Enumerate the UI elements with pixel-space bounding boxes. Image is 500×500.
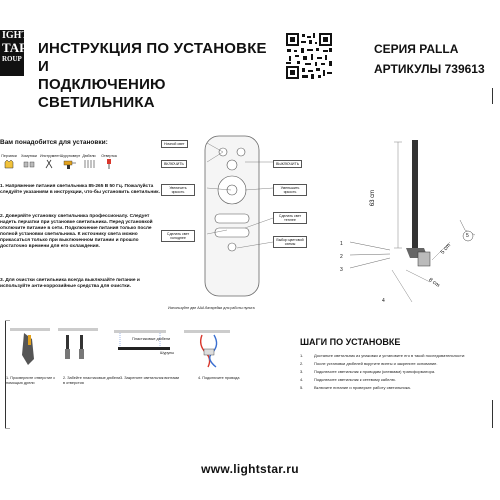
install-caption-2: 2. Забейте пластиковые дюбели в отверстия <box>63 376 121 385</box>
series-label: СЕРИЯ PALLA <box>374 42 459 56</box>
brand-logo: IGHT TAR ROUP <box>0 30 24 76</box>
footer-url[interactable]: www.lightstar.ru <box>201 462 299 476</box>
lamp-diagram <box>320 130 500 320</box>
page-title: ИНСТРУКЦИЯ ПО УСТАНОВКЕ И ПОДКЛЮЧЕНИЮ СВЕТИЛЬНИКА <box>38 40 267 111</box>
remote-leader-lines <box>185 140 275 250</box>
remote-battery-note: Используйте две AAA батарейки для работы пульта <box>168 306 255 310</box>
left-border-top <box>5 320 10 321</box>
drill-icon <box>62 159 76 169</box>
dim-depth: 5 cm <box>439 242 453 256</box>
dim-height: 63 cm <box>370 189 377 207</box>
dowels-icon <box>82 159 96 169</box>
tool-gloves: Перчатки <box>0 154 18 170</box>
label-night-light: Ночной свет <box>161 140 188 148</box>
install-caption-4: 4. Подключите провода <box>198 376 240 380</box>
warning-1: 1. Напряжение питания светильника 85-265 В 50 Гц. Пожалуйста следуйте указаниям в инструкции, что-бы установить светильник. <box>0 184 160 195</box>
screwdriver-icon <box>102 159 116 169</box>
callout-5: 5 <box>466 233 469 239</box>
left-border-bottom <box>5 428 10 429</box>
tool-clamps: Хомутики <box>20 154 38 170</box>
callout-4: 4 <box>382 298 385 304</box>
warning-2: 2. Доверяйте установку светильника профессионалу. Следует надеть перчатки при установке светильника. Перед установкой отключите питание в сети. Подключение питания только после полной установки светильника. К источнику света можно прикасаться только при выключенном питании и прошло достаточно времени для его охлаждения. <box>0 214 153 249</box>
install-illustrations <box>10 325 300 375</box>
step-5: 5. Включите питание и проверьте работу светильника. <box>300 385 411 390</box>
install-caption-3: 3. Закрепите светильник винтами <box>120 376 180 380</box>
step-3: 3. Подключите светильник к проводам (клеммам) трансформатора. <box>300 369 436 374</box>
callout-1: 1 <box>340 241 343 247</box>
tool-screwdriver: Отвертка <box>100 154 118 170</box>
label-color-scheme: Выбор цветовой схемы <box>273 236 307 248</box>
warning-3: 3. Для очистки светильника всегда выключайте питание и используйте анти-коррозийные средства для очистки. <box>0 278 140 289</box>
step-2: 2. После установки дюбелей вкрутите винты и закрепите основание. <box>300 361 438 366</box>
tool-instrument: Инструмент <box>40 154 58 170</box>
qr-code <box>285 32 333 80</box>
tool-drill: Шуруповерт <box>60 154 78 170</box>
install-caption-1: 1. Просверлите отверстие с помощью дрели <box>6 376 56 385</box>
label-brightness-down: Уменьшить яркость <box>273 184 307 196</box>
step-4: 4. Подключите светильник к сетевому кабелю. <box>300 377 396 382</box>
label-brightness-up: Увеличить яркость <box>161 184 195 196</box>
callout-3: 3 <box>340 267 343 273</box>
step-1: 1. Достаньте светильник из упаковки и установите его в такой последовательности: <box>300 353 466 358</box>
tool-dowels: Дюбели <box>80 154 98 170</box>
right-border-top <box>492 88 493 104</box>
label-screws: Шурупы <box>160 351 175 355</box>
dim-width: 8 cm <box>427 277 441 289</box>
label-turn-off: ВЫКЛЮЧИТЬ <box>273 160 302 168</box>
label-dowels: Пластиковые дюбели <box>132 337 171 341</box>
tools-title: Вам понадобится для установки: <box>0 139 108 146</box>
right-border-bottom <box>492 400 493 428</box>
steps-title: ШАГИ ПО УСТАНОВКЕ <box>300 337 401 347</box>
left-border <box>5 320 6 428</box>
label-warmer-light: Сделать свет теплее <box>273 212 307 224</box>
label-colder-light: Сделать свет холоднее <box>161 230 195 242</box>
pliers-icon <box>42 159 56 169</box>
article-label: АРТИКУЛЫ 739613 <box>374 62 485 76</box>
clamps-icon <box>22 159 36 169</box>
gloves-icon <box>2 159 16 169</box>
callout-2: 2 <box>340 254 343 260</box>
label-turn-on: ВКЛЮЧИТЬ <box>161 160 187 168</box>
